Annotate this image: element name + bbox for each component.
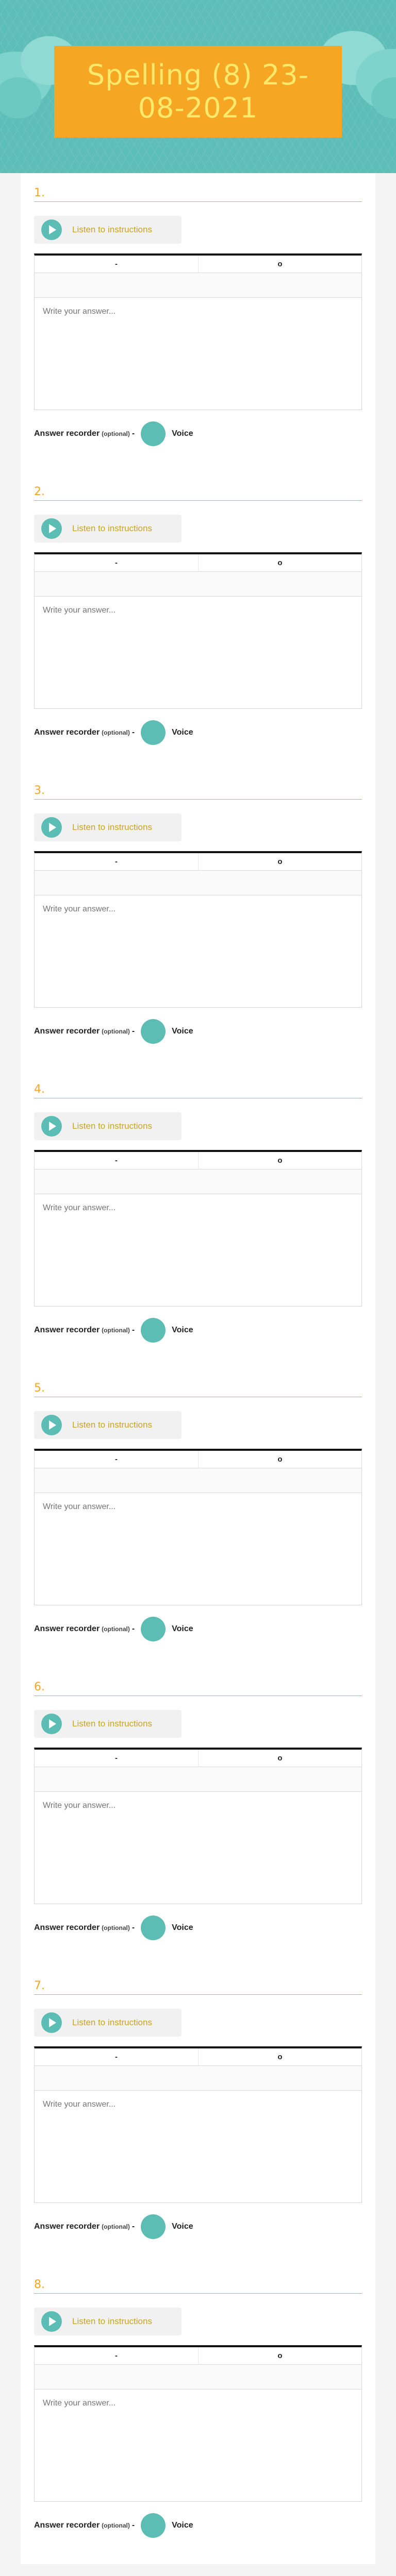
question-table — [34, 552, 362, 597]
recorder-dash: - — [131, 1624, 135, 1633]
play-icon — [41, 518, 62, 539]
table-header-cell: o — [198, 2347, 361, 2364]
listen-label: Listen to instructions — [72, 822, 152, 832]
question-number: 4. — [34, 1083, 362, 1098]
voice-label: Voice — [172, 1923, 193, 1932]
page-title: Spelling (8) 23-08-2021 — [87, 59, 309, 124]
recorder-label: Answer recorder — [34, 2222, 100, 2231]
table-row — [35, 273, 361, 298]
recorder-optional-label: (optional) — [102, 2223, 130, 2230]
answer-recorder — [34, 1916, 362, 1940]
recorder-optional-label: (optional) — [102, 2522, 130, 2529]
table-header-cell: - — [115, 260, 118, 268]
answer-textarea[interactable] — [34, 895, 362, 1008]
question-block — [34, 784, 362, 1052]
answer-textarea[interactable] — [34, 298, 362, 410]
recorder-label: Answer recorder — [34, 1923, 100, 1932]
table-header-cell: o — [198, 256, 361, 273]
table-header-row — [35, 2347, 361, 2365]
recorder-dash: - — [131, 429, 135, 438]
listen-label: Listen to instructions — [72, 225, 152, 234]
recorder-label: Answer recorder — [34, 1027, 100, 1036]
listen-label: Listen to instructions — [72, 2018, 152, 2027]
answer-textarea[interactable] — [34, 1194, 362, 1307]
recorder-dash: - — [131, 2222, 135, 2231]
table-header-row — [35, 554, 361, 572]
table-row — [35, 1468, 361, 1493]
record-voice-button[interactable] — [141, 2214, 166, 2239]
answer-recorder — [34, 2513, 362, 2538]
table-header-cell: o — [198, 853, 361, 870]
header-banner — [0, 0, 396, 173]
answer-recorder — [34, 1318, 362, 1343]
table-header-cell: - — [115, 1754, 118, 1762]
table-header-row — [35, 1750, 361, 1767]
table-row — [35, 2365, 361, 2389]
question-number: 2. — [34, 485, 362, 501]
question-number: 1. — [34, 187, 362, 202]
question-table — [34, 1748, 362, 1792]
table-header-row — [35, 1451, 361, 1468]
question-table — [34, 2046, 362, 2091]
answer-textarea[interactable] — [34, 1792, 362, 1904]
table-header-cell: - — [115, 1455, 118, 1464]
recorder-optional-label: (optional) — [102, 1327, 130, 1334]
answer-recorder — [34, 2214, 362, 2239]
question-table — [34, 1150, 362, 1194]
recorder-dash: - — [131, 2521, 135, 2530]
listen-instructions-button[interactable] — [34, 2009, 182, 2037]
question-block — [34, 1083, 362, 1351]
question-block — [34, 187, 362, 454]
table-header-cell: o — [198, 2048, 361, 2065]
answer-textarea[interactable] — [34, 1493, 362, 1605]
table-row — [35, 1767, 361, 1792]
table-header-row — [35, 2048, 361, 2066]
play-icon — [41, 1415, 62, 1435]
answer-textarea[interactable] — [34, 2389, 362, 2502]
recorder-label: Answer recorder — [34, 1326, 100, 1334]
question-number: 6. — [34, 1681, 362, 1696]
answer-textarea[interactable] — [34, 597, 362, 709]
voice-label: Voice — [172, 1326, 193, 1334]
play-icon — [41, 1116, 62, 1137]
listen-label: Listen to instructions — [72, 1719, 152, 1728]
play-icon — [41, 2311, 62, 2332]
listen-instructions-button[interactable] — [34, 1710, 182, 1738]
listen-label: Listen to instructions — [72, 2316, 152, 2326]
table-header-cell: o — [198, 1152, 361, 1169]
recorder-optional-label: (optional) — [102, 1028, 130, 1035]
table-header-cell: - — [115, 2053, 118, 2061]
recorder-dash: - — [131, 728, 135, 737]
question-block — [34, 1382, 362, 1650]
play-icon — [41, 219, 62, 240]
question-table — [34, 2345, 362, 2389]
answer-textarea[interactable] — [34, 2091, 362, 2203]
listen-label: Listen to instructions — [72, 523, 152, 533]
answer-recorder — [34, 720, 362, 745]
recorder-optional-label: (optional) — [102, 1924, 130, 1931]
recorder-label: Answer recorder — [34, 728, 100, 737]
listen-instructions-button[interactable] — [34, 216, 182, 244]
question-block — [34, 1681, 362, 1948]
record-voice-button[interactable] — [141, 2513, 166, 2538]
recorder-optional-label: (optional) — [102, 1625, 130, 1633]
worksheet-card — [21, 173, 375, 2564]
play-icon — [41, 1714, 62, 1734]
voice-label: Voice — [172, 2521, 193, 2530]
recorder-optional-label: (optional) — [102, 729, 130, 736]
recorder-label: Answer recorder — [34, 429, 100, 438]
answer-recorder — [34, 1019, 362, 1044]
question-block — [34, 485, 362, 753]
table-header-row — [35, 1152, 361, 1170]
record-voice-button[interactable] — [141, 720, 166, 745]
question-number: 8. — [34, 2278, 362, 2294]
table-row — [35, 2066, 361, 2091]
recorder-label: Answer recorder — [34, 2521, 100, 2530]
table-row — [35, 572, 361, 597]
record-voice-button[interactable] — [141, 1318, 166, 1343]
listen-instructions-button[interactable] — [34, 1411, 182, 1439]
question-block — [34, 2278, 362, 2546]
record-voice-button[interactable] — [141, 1916, 166, 1940]
recorder-dash: - — [131, 1923, 135, 1932]
table-header-cell: - — [115, 857, 118, 866]
question-block — [34, 1979, 362, 2247]
voice-label: Voice — [172, 728, 193, 737]
recorder-dash: - — [131, 1326, 135, 1334]
play-icon — [41, 2012, 62, 2033]
table-row — [35, 1170, 361, 1194]
question-table — [34, 1449, 362, 1493]
table-header-row — [35, 853, 361, 871]
answer-recorder — [34, 1617, 362, 1641]
question-table — [34, 851, 362, 895]
record-voice-button[interactable] — [141, 1617, 166, 1641]
title-box — [54, 46, 342, 138]
question-number: 5. — [34, 1382, 362, 1397]
cloud-decoration — [0, 77, 41, 118]
listen-instructions-button[interactable] — [34, 515, 182, 543]
recorder-dash: - — [131, 1027, 135, 1036]
question-number: 3. — [34, 784, 362, 800]
listen-instructions-button[interactable] — [34, 814, 182, 841]
record-voice-button[interactable] — [141, 1019, 166, 1044]
voice-label: Voice — [172, 1624, 193, 1633]
voice-label: Voice — [172, 2222, 193, 2231]
table-header-cell: o — [198, 1451, 361, 1468]
question-table — [34, 253, 362, 298]
listen-label: Listen to instructions — [72, 1121, 152, 1131]
table-header-cell: o — [198, 1750, 361, 1767]
table-header-cell: - — [115, 2351, 118, 2360]
listen-label: Listen to instructions — [72, 1420, 152, 1430]
table-header-cell: o — [198, 554, 361, 571]
voice-label: Voice — [172, 429, 193, 438]
listen-instructions-button[interactable] — [34, 2308, 182, 2335]
play-icon — [41, 817, 62, 838]
record-voice-button[interactable] — [141, 421, 166, 446]
table-row — [35, 871, 361, 895]
question-number: 7. — [34, 1979, 362, 1995]
table-header-cell: - — [115, 558, 118, 567]
table-header-cell: - — [115, 1156, 118, 1165]
recorder-label: Answer recorder — [34, 1624, 100, 1633]
answer-recorder — [34, 421, 362, 446]
table-header-row — [35, 256, 361, 273]
recorder-optional-label: (optional) — [102, 430, 130, 437]
listen-instructions-button[interactable] — [34, 1112, 182, 1140]
voice-label: Voice — [172, 1027, 193, 1036]
